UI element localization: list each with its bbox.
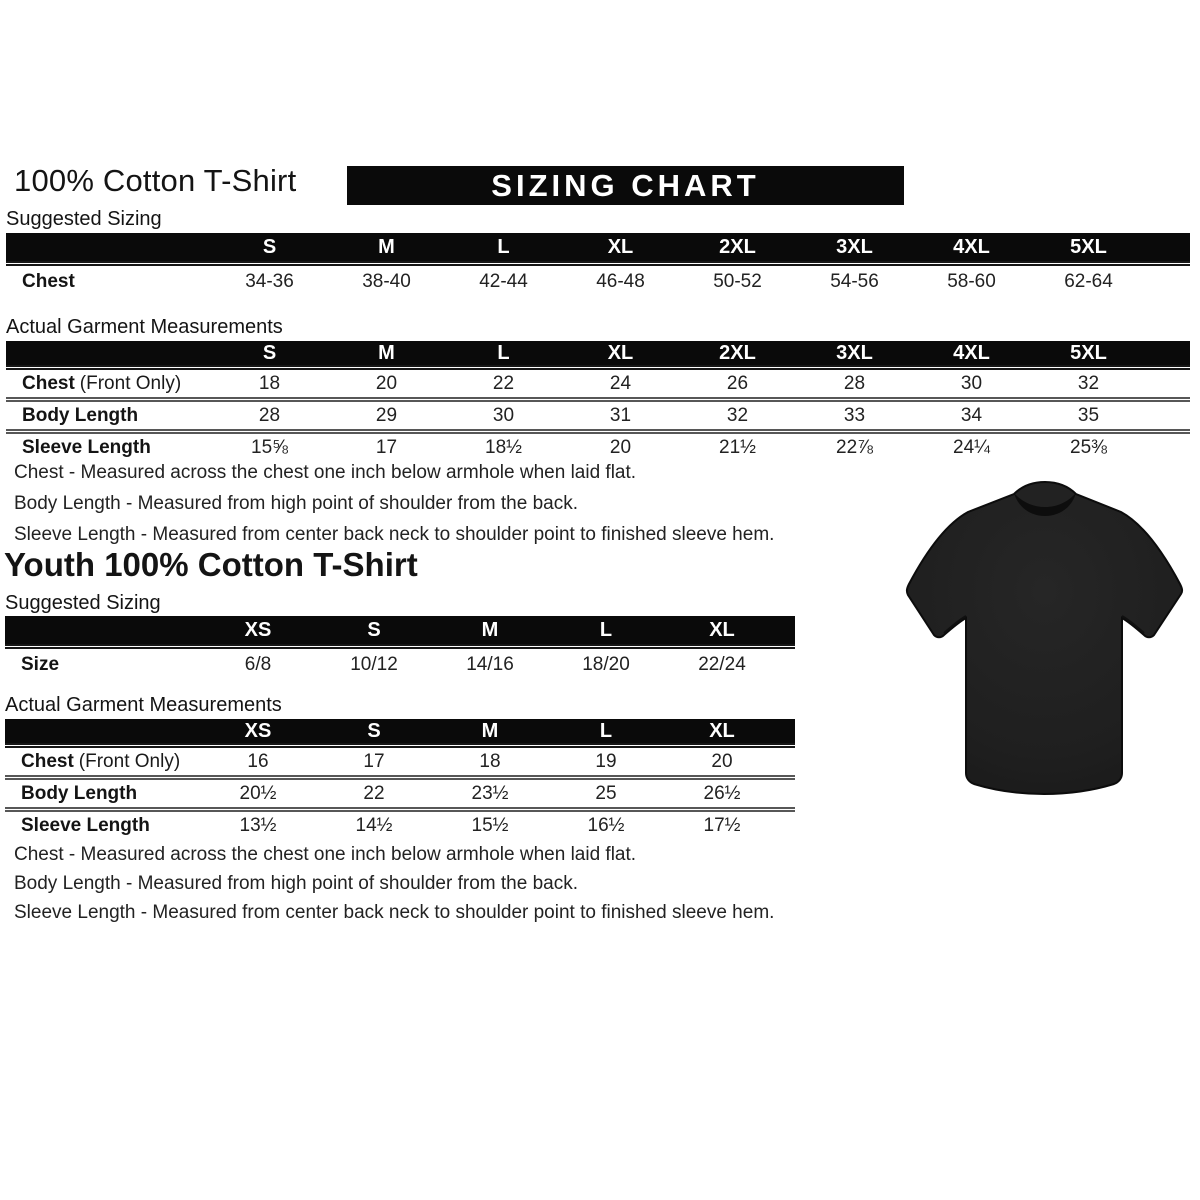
table-row-chest bbox=[6, 266, 1190, 297]
note-sleeve-length: Sleeve Length - Measured from center back neck to shoulder point to finished sleeve hem. bbox=[14, 524, 775, 545]
measurement-cell: 15½ bbox=[471, 814, 509, 836]
page-title: 100% Cotton T-Shirt bbox=[14, 163, 297, 198]
section-label-youth-suggested: Suggested Sizing bbox=[5, 592, 161, 614]
measurement-cell: 28 bbox=[211, 402, 328, 434]
size-cell: 38-40 bbox=[362, 270, 411, 292]
table-row-chest bbox=[5, 748, 795, 780]
size-column-header: 2XL bbox=[679, 341, 796, 370]
row-label: Sleeve Length bbox=[22, 436, 151, 458]
size-column-header: S bbox=[211, 233, 328, 266]
size-cell: 62-64 bbox=[1064, 270, 1113, 292]
row-label-suffix: (Front Only) bbox=[79, 372, 182, 394]
measurement-cell: 33 bbox=[796, 402, 913, 434]
header-spacer bbox=[780, 719, 795, 748]
measurement-cell: 18 bbox=[211, 370, 328, 402]
measurement-cell: 13½ bbox=[239, 814, 277, 836]
size-cell: 22/24 bbox=[698, 653, 746, 675]
section-label-adult-suggested: Suggested Sizing bbox=[6, 208, 162, 230]
size-column-header: M bbox=[432, 616, 548, 649]
size-column-header: 3XL bbox=[796, 341, 913, 370]
measurement-cell: 20½ bbox=[200, 780, 316, 812]
size-column-header: XS bbox=[200, 616, 316, 649]
section-label-adult-measurements: Actual Garment Measurements bbox=[6, 316, 283, 338]
measurement-cell: 31 bbox=[562, 402, 679, 434]
size-cell: 34-36 bbox=[245, 270, 294, 292]
size-column-header: M bbox=[432, 719, 548, 748]
youth-measurement-notes bbox=[14, 840, 774, 927]
size-column-header: L bbox=[445, 233, 562, 266]
row-spacer bbox=[1147, 266, 1190, 297]
measurement-cell: 15⅝ bbox=[251, 436, 288, 458]
measurement-cell: 28 bbox=[796, 370, 913, 402]
measurement-cell: 30 bbox=[445, 402, 562, 434]
size-column-header: 2XL bbox=[679, 233, 796, 266]
size-cell: 6/8 bbox=[244, 653, 272, 675]
header-spacer bbox=[780, 616, 795, 649]
measurement-cell: 16 bbox=[200, 748, 316, 780]
row-spacer bbox=[1147, 402, 1190, 434]
measurement-cell: 25 bbox=[548, 780, 664, 812]
measurement-cell: 25⅜ bbox=[1070, 436, 1107, 458]
measurement-cell: 20 bbox=[328, 370, 445, 402]
size-column-header: XL bbox=[664, 616, 780, 649]
measurement-cell: 18½ bbox=[485, 436, 522, 458]
row-label-suffix: (Front Only) bbox=[78, 750, 181, 772]
size-column-header: 5XL bbox=[1030, 341, 1147, 370]
size-column-header: XL bbox=[664, 719, 780, 748]
measurement-cell: 17 bbox=[375, 436, 398, 458]
row-spacer bbox=[780, 649, 795, 680]
adult-garment-measurements-table bbox=[6, 341, 1190, 461]
sizing-chart-banner bbox=[347, 166, 904, 205]
size-header-row bbox=[5, 616, 795, 649]
note-body-length: Body Length - Measured from high point of shoulder from the back. bbox=[14, 493, 578, 514]
size-cell: 50-52 bbox=[713, 270, 762, 292]
measurement-cell: 20 bbox=[664, 748, 780, 780]
row-label: Body Length bbox=[22, 404, 139, 426]
measurement-cell: 22⅞ bbox=[836, 436, 873, 458]
size-column-header: 4XL bbox=[913, 233, 1030, 266]
size-column-header: L bbox=[548, 719, 664, 748]
header-spacer bbox=[1147, 233, 1190, 266]
measurement-cell: 30 bbox=[913, 370, 1030, 402]
measurement-cell: 20 bbox=[609, 436, 632, 458]
tshirt-image bbox=[895, 477, 1195, 803]
row-label: Sleeve Length bbox=[21, 814, 150, 836]
youth-garment-measurements-table bbox=[5, 719, 795, 839]
size-column-header: XS bbox=[200, 719, 316, 748]
row-spacer bbox=[1147, 370, 1190, 402]
measurement-cell: 34 bbox=[913, 402, 1030, 434]
tshirt-body-shape bbox=[907, 482, 1182, 794]
size-cell: 46-48 bbox=[596, 270, 645, 292]
size-column-header: M bbox=[328, 341, 445, 370]
size-cell: 14/16 bbox=[466, 653, 514, 675]
header-spacer bbox=[5, 719, 200, 748]
row-label: Chest bbox=[22, 270, 75, 292]
sizing-chart-banner-text: SIZING CHART bbox=[491, 167, 760, 203]
row-label: Body Length bbox=[21, 782, 138, 804]
size-cell: 58-60 bbox=[947, 270, 996, 292]
note-chest: Chest - Measured across the chest one inch below armhole when laid flat. bbox=[14, 844, 637, 865]
size-column-header: S bbox=[211, 341, 328, 370]
size-column-header: S bbox=[316, 719, 432, 748]
measurement-cell: 26 bbox=[679, 370, 796, 402]
row-spacer bbox=[780, 780, 795, 812]
section-label-youth-measurements: Actual Garment Measurements bbox=[5, 694, 282, 716]
table-row-chest bbox=[6, 370, 1190, 402]
size-cell: 42-44 bbox=[479, 270, 528, 292]
table-row-body-length bbox=[6, 402, 1190, 434]
measurement-cell: 17 bbox=[316, 748, 432, 780]
measurement-cell: 23½ bbox=[432, 780, 548, 812]
size-cell: 10/12 bbox=[350, 653, 398, 675]
size-header-row bbox=[6, 341, 1190, 370]
measurement-cell: 14½ bbox=[355, 814, 393, 836]
row-spacer bbox=[780, 812, 795, 839]
header-spacer bbox=[1147, 341, 1190, 370]
youth-suggested-sizing-table bbox=[5, 616, 795, 680]
measurement-cell: 32 bbox=[679, 402, 796, 434]
size-column-header: S bbox=[316, 616, 432, 649]
measurement-cell: 19 bbox=[548, 748, 664, 780]
size-column-header: L bbox=[548, 616, 664, 649]
measurement-cell: 21½ bbox=[719, 436, 756, 458]
adult-suggested-sizing-table bbox=[6, 233, 1190, 297]
measurement-cell: 24¼ bbox=[953, 436, 990, 458]
size-column-header: XL bbox=[562, 341, 679, 370]
size-cell: 54-56 bbox=[830, 270, 879, 292]
row-label: Size bbox=[21, 653, 60, 675]
header-spacer bbox=[6, 233, 211, 266]
measurement-cell: 35 bbox=[1030, 402, 1147, 434]
size-column-header: 5XL bbox=[1030, 233, 1147, 266]
size-header-row bbox=[5, 719, 795, 748]
table-row-sleeve-length bbox=[5, 812, 795, 839]
measurement-cell: 29 bbox=[328, 402, 445, 434]
size-column-header: M bbox=[328, 233, 445, 266]
table-row-body-length bbox=[5, 780, 795, 812]
table-row-size bbox=[5, 649, 795, 680]
row-spacer bbox=[1147, 434, 1190, 461]
youth-section-title: Youth 100% Cotton T-Shirt bbox=[4, 546, 418, 583]
row-spacer bbox=[780, 748, 795, 780]
size-column-header: 4XL bbox=[913, 341, 1030, 370]
size-column-header: L bbox=[445, 341, 562, 370]
adult-measurement-notes bbox=[14, 457, 774, 550]
row-label: Chest bbox=[21, 750, 74, 772]
header-spacer bbox=[5, 616, 200, 649]
note-chest: Chest - Measured across the chest one inch below armhole when laid flat. bbox=[14, 462, 637, 483]
measurement-cell: 22 bbox=[316, 780, 432, 812]
size-column-header: 3XL bbox=[796, 233, 913, 266]
measurement-cell: 26½ bbox=[664, 780, 780, 812]
size-column-header: XL bbox=[562, 233, 679, 266]
measurement-cell: 22 bbox=[445, 370, 562, 402]
header-spacer bbox=[6, 341, 211, 370]
measurement-cell: 18 bbox=[432, 748, 548, 780]
measurement-cell: 16½ bbox=[587, 814, 625, 836]
measurement-cell: 24 bbox=[562, 370, 679, 402]
note-sleeve-length: Sleeve Length - Measured from center back neck to shoulder point to finished sleeve hem. bbox=[14, 902, 775, 923]
measurement-cell: 17½ bbox=[703, 814, 741, 836]
size-cell: 18/20 bbox=[582, 653, 630, 675]
measurement-cell: 32 bbox=[1030, 370, 1147, 402]
note-body-length: Body Length - Measured from high point of shoulder from the back. bbox=[14, 873, 578, 894]
size-header-row bbox=[6, 233, 1190, 266]
row-label: Chest bbox=[22, 372, 75, 394]
